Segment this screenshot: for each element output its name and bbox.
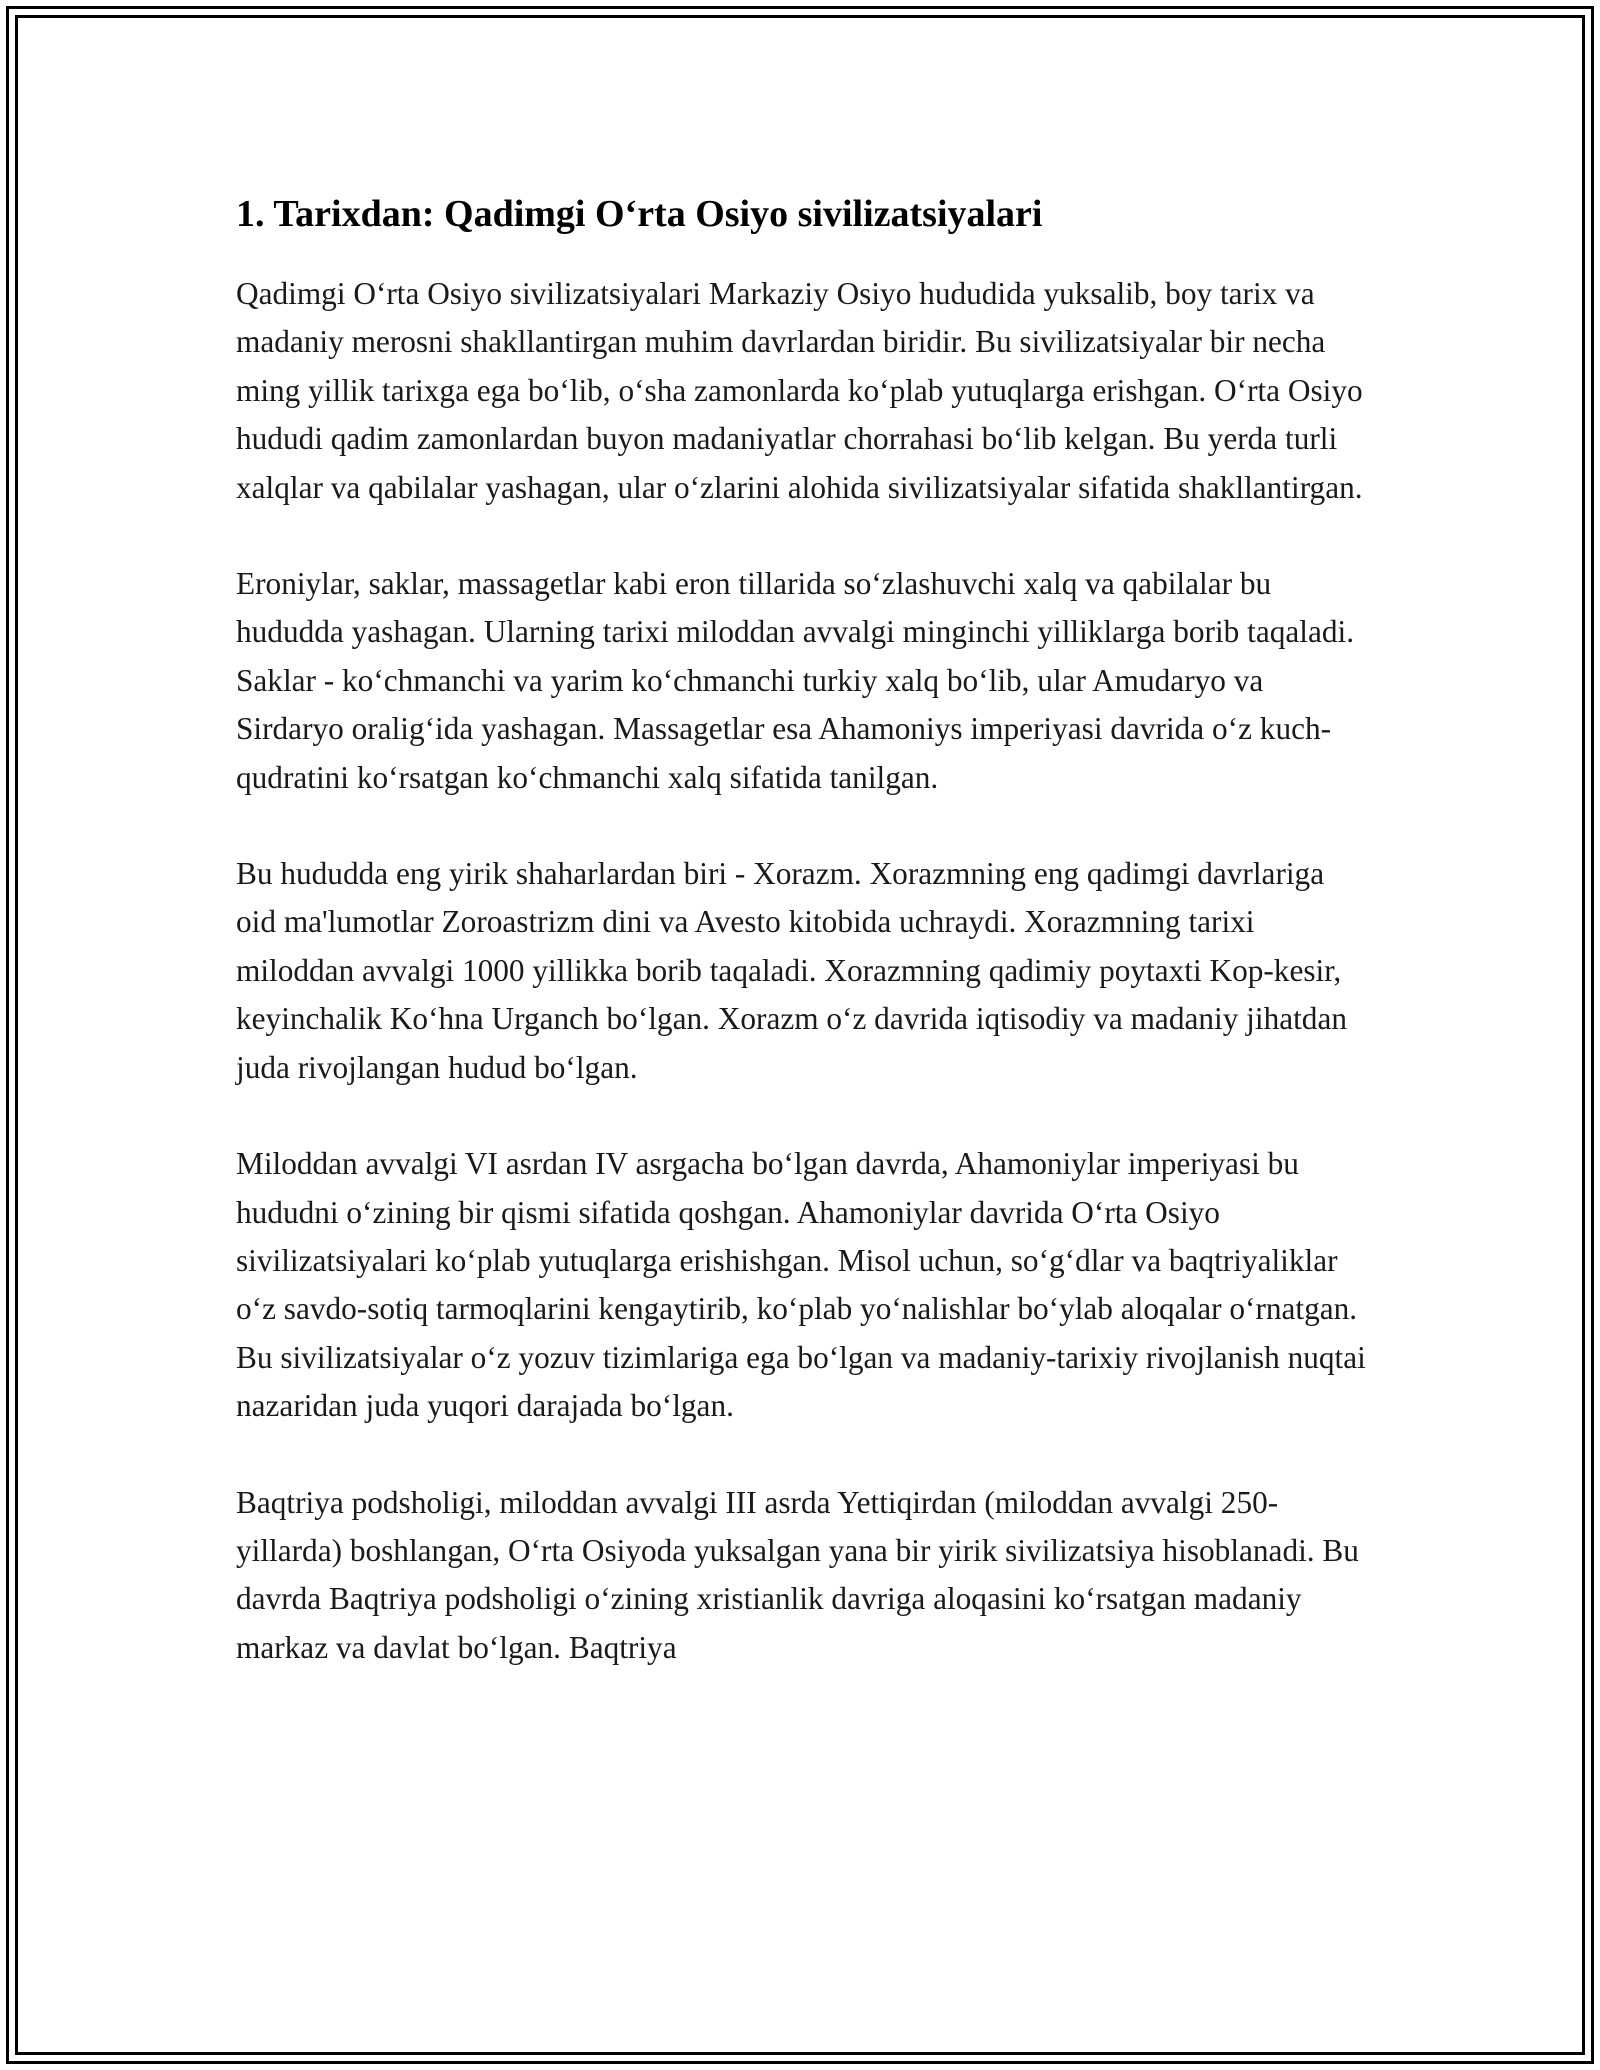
paragraph-5: Baqtriya podsholigi, miloddan avvalgi III asrda Yettiqirdan (miloddan avvalgi 250-yillarda) boshlangan, O‘rta Osiyoda yuksalgan yana bir yirik sivilizatsiya hisoblanadi. Bu davrda Baqtriya podsholigi o‘zining xristianlik davriga aloqasini ko‘rsatgan madaniy markaz va davlat bo‘lgan. Baqtriya [236,1484,1359,1665]
section-heading: 1. Tarixdan: Qadimgi O‘rta Osiyo sivilizatsiyalari [236,193,1043,235]
document-body [236,186,1366,1720]
paragraph-2: Eroniylar, saklar, massagetlar kabi eron tillarida so‘zlashuvchi xalq va qabilalar bu hududda yashagan. Ularning tarixi miloddan avvalgi minginchi yilliklarga borib taqaladi. Saklar - ko‘chmanchi va yarim ko‘chmanchi turkiy xalq bo‘lib, ular Amudaryo va Sirdaryo oralig‘ida yashagan. Massagetlar esa Ahamoniys imperiyasi davrida o‘z kuch-qudratini ko‘rsatgan ko‘chmanchi xalq sifatida tanilgan. [236,566,1355,795]
paragraph-3: Bu hududda eng yirik shaharlardan biri - Xorazm. Xorazmning eng qadimgi davrlariga oid ma'lumotlar Zoroastrizm dini va Avesto kitobida uchraydi. Xorazmning tarixi miloddan avvalgi 1000 yillikka borib taqaladi. Xorazmning qadimiy poytaxti Kop-kesir, keyinchalik Ko‘hna Urganch bo‘lgan. Xorazm o‘z davrida iqtisodiy va madaniy jihatdan juda rivojlangan hudud bo‘lgan. [236,856,1347,1085]
paragraph-4: Miloddan avvalgi VI asrdan IV asrgacha bo‘lgan davrda, Ahamoniylar imperiyasi bu hududni o‘zining bir qismi sifatida qoshgan. Ahamoniylar davrida O‘rta Osiyo sivilizatsiyalari ko‘plab yutuqlarga erishishgan. Misol uchun, so‘g‘dlar va baqtriyaliklar o‘z savdo-sotiq tarmoqlarini kengaytirib, ko‘plab yo‘nalishlar bo‘ylab aloqalar o‘rnatgan. Bu sivilizatsiyalar o‘z yozuv tizimlariga ega bo‘lgan va madaniy-tarixiy rivojlanish nuqtai nazaridan juda yuqori darajada bo‘lgan. [236,1146,1366,1424]
paragraph-1: Qadimgi O‘rta Osiyo sivilizatsiyalari Markaziy Osiyo hududida yuksalib, boy tarix va madaniy merosni shakllantirgan muhim davrlardan biridir. Bu sivilizatsiyalar bir necha ming yillik tarixga ega bo‘lib, o‘sha zamonlarda ko‘plab yutuqlarga erishgan. O‘rta Osiyo hududi qadim zamonlardan buyon madaniyatlar chorrahasi bo‘lib kelgan. Bu yerda turli xalqlar va qabilalar yashagan, ular o‘zlarini alohida sivilizatsiyalar sifatida shakllantirgan. [236,276,1363,505]
